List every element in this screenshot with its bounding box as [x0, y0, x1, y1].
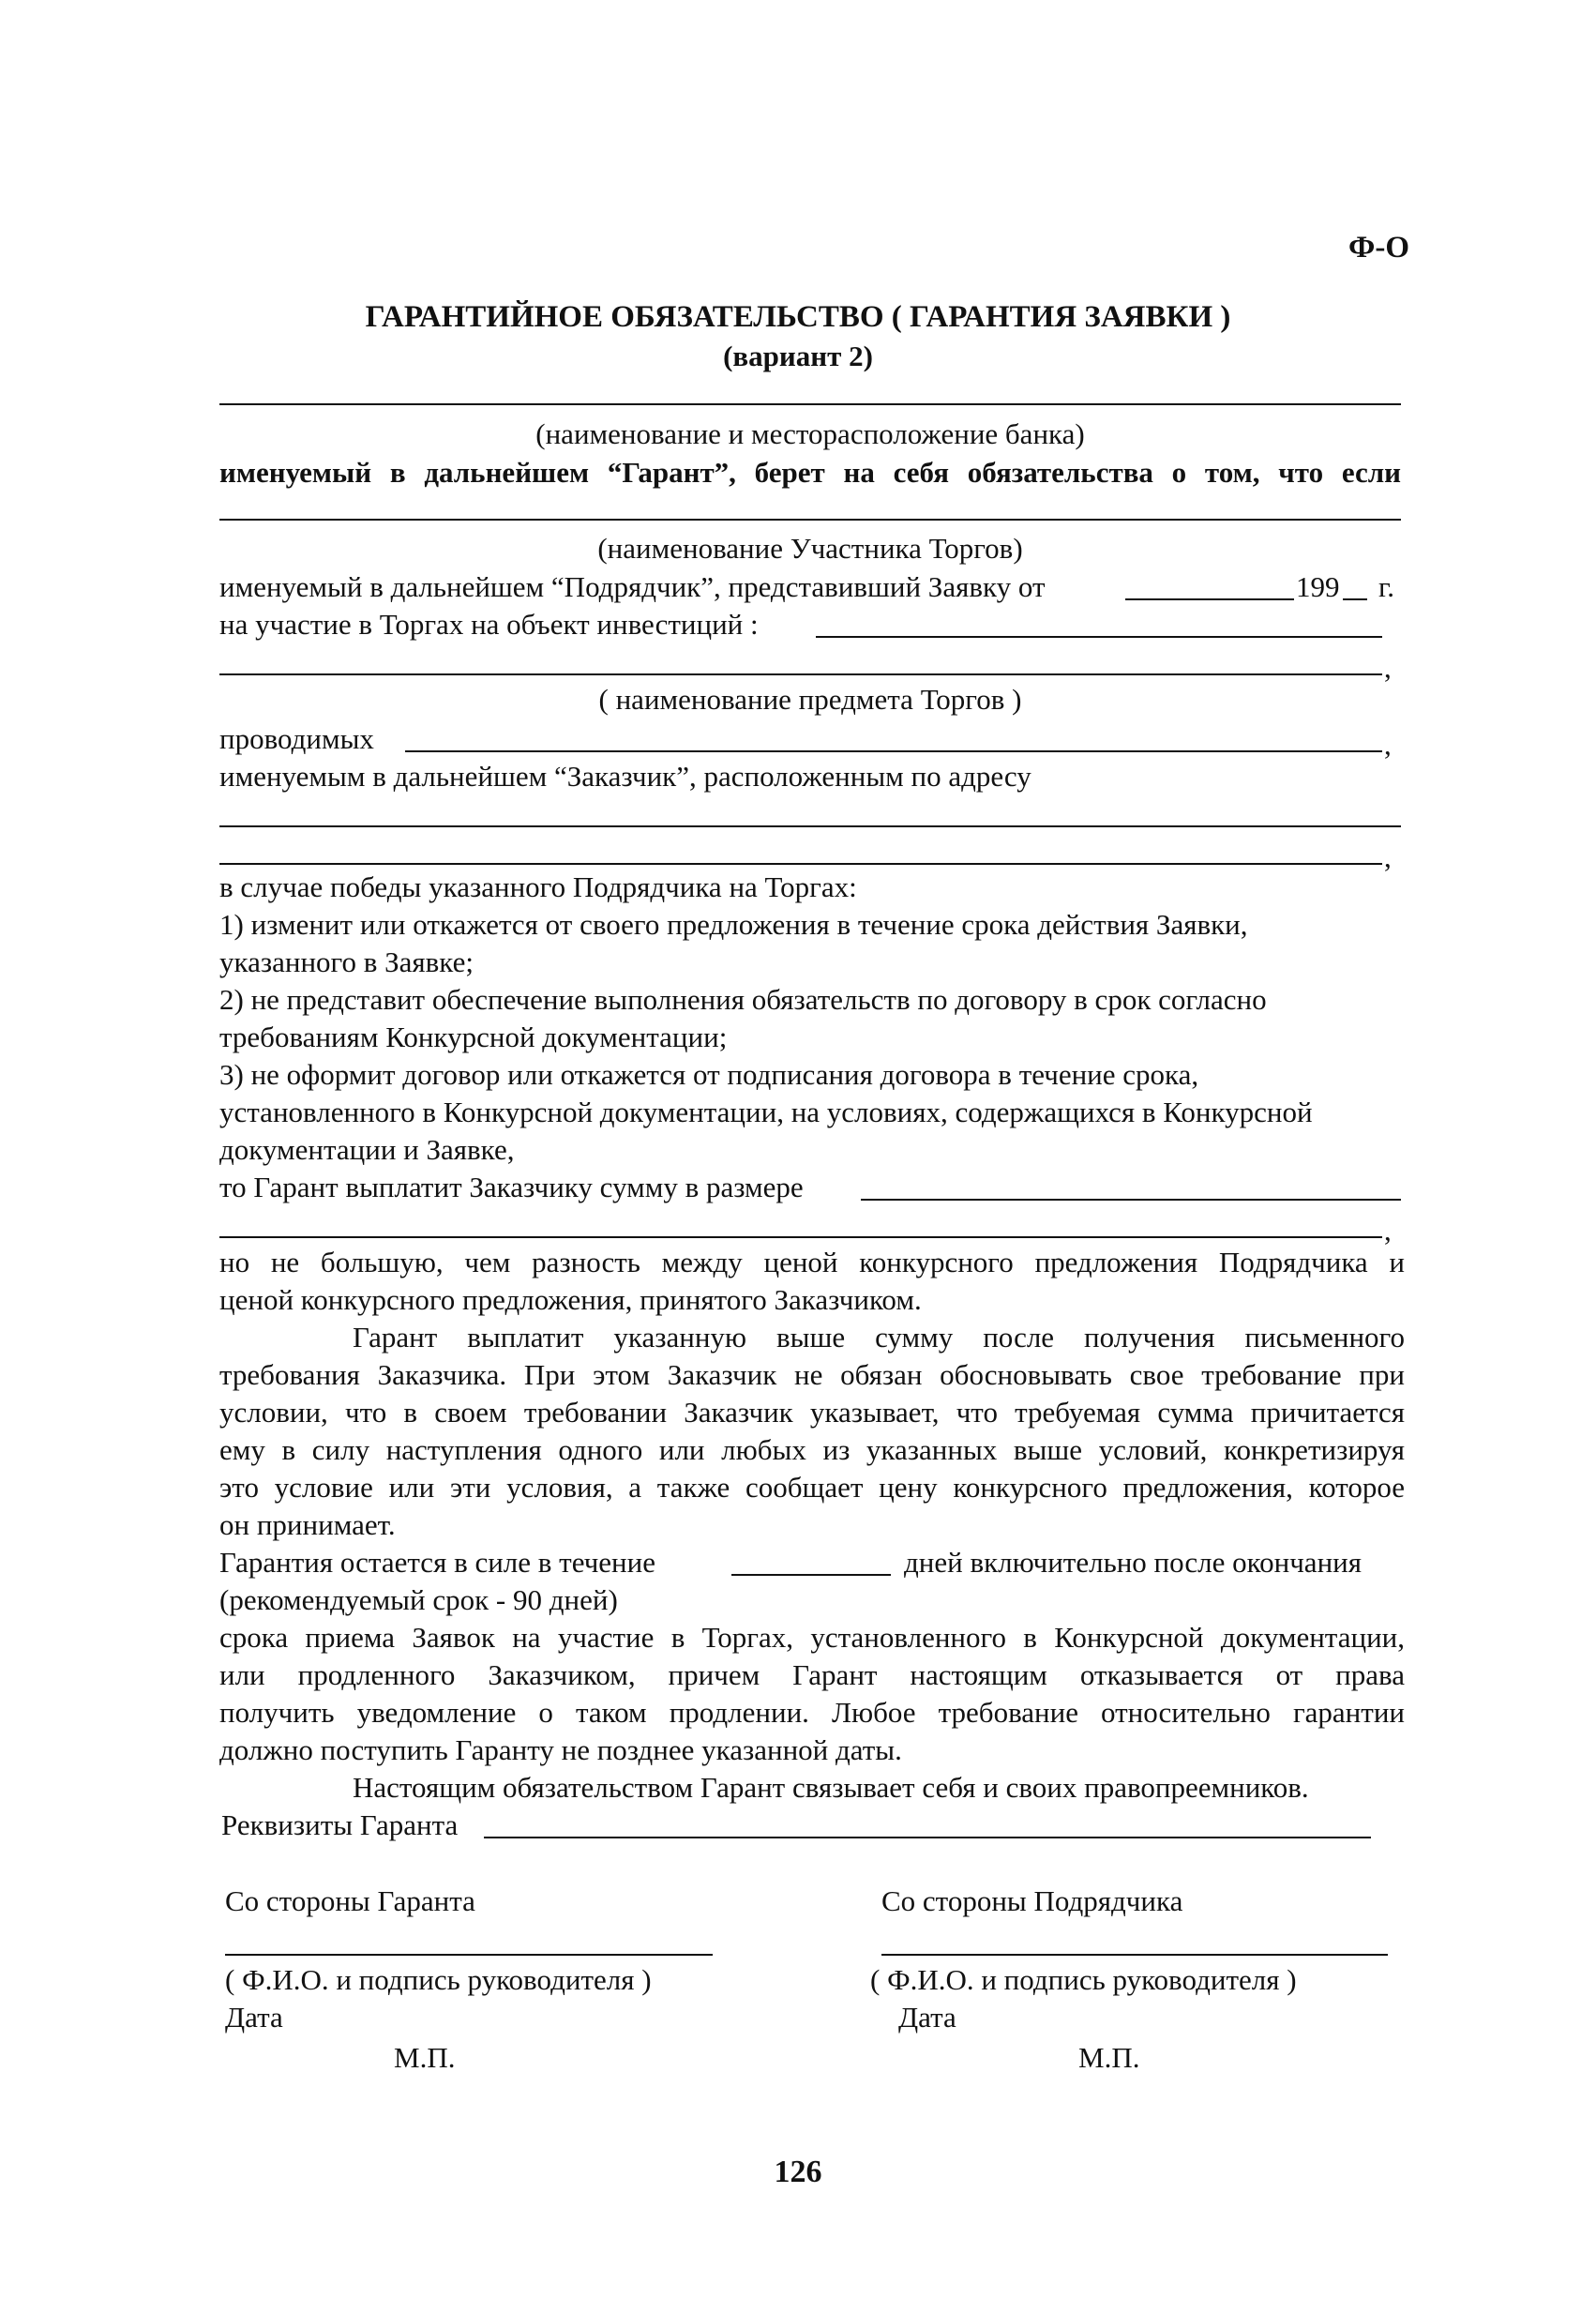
payment-line: условии, что в своем требовании Заказчик указывает, что требуемая сумма причитается [219, 1396, 1405, 1429]
participant-caption: (наименование Участника Торгов) [597, 532, 1023, 565]
bank-caption: (наименование и месторасположение банка) [535, 417, 1085, 450]
term-line: получить уведомление о таком продлении. Любое требование относительно гарантии [219, 1696, 1405, 1729]
days-blank [731, 1574, 891, 1576]
sig-left-side: Со стороны Гаранта [225, 1884, 475, 1917]
conducted-label: проводимых [219, 722, 374, 755]
document-subtitle: (вариант 2) [723, 340, 873, 372]
term-line: или продленного Заказчиком, причем Гарант настоящим отказывается от права [219, 1658, 1405, 1691]
condition-line: 3) не оформит договор или откажется от подписания договора в течение срока, [219, 1058, 1199, 1091]
year-suffix: г. [1378, 570, 1394, 603]
payment-line: это условие или эти условия, а также сообщает цену конкурсного предложения, которое [219, 1471, 1405, 1504]
address-blank-1 [219, 825, 1401, 827]
term-line: срока приема Заявок на участие в Торгах, установленного в Конкурсной документации, [219, 1621, 1405, 1654]
object-blank-2 [219, 673, 1382, 675]
sig-right-seal: М.П. [1078, 2041, 1140, 2074]
trade-subject-caption: ( наименование предмета Торгов ) [598, 683, 1022, 716]
page-number: 126 [774, 2155, 822, 2189]
amount-blank-2 [219, 1236, 1382, 1238]
sig-left-seal: М.П. [394, 2041, 456, 2074]
payment-line: он принимает. [219, 1508, 396, 1541]
sig-right-side: Со стороны Подрядчика [881, 1884, 1183, 1917]
form-code: Ф-О [1348, 231, 1410, 265]
sig-left-date: Дата [225, 2001, 283, 2034]
term-line: должно поступить Гаранту не позднее указанной даты. [219, 1733, 902, 1766]
address-blank-2 [219, 863, 1382, 865]
document-title: ГАРАНТИЙНОЕ ОБЯЗАТЕЛЬСТВО ( ГАРАНТИЯ ЗАЯВКИ ) [365, 300, 1231, 334]
customer-line: именуемым в дальнейшем “Заказчик”, расположенным по адресу [219, 760, 1031, 793]
condition-line: указанного в Заявке; [219, 945, 474, 978]
object-line: на участие в Торгах на объект инвестиций : [219, 608, 759, 641]
year-blank [1343, 598, 1367, 600]
bank-name-line [219, 403, 1401, 405]
comma-2: , [1384, 728, 1392, 761]
date-blank [1125, 598, 1294, 600]
sig-right-caption: ( Ф.И.О. и подпись руководителя ) [870, 1963, 1297, 1996]
case-intro: в случае победы указанного Подрядчика на Торгах: [219, 870, 857, 903]
sig-left-caption: ( Ф.И.О. и подпись руководителя ) [225, 1963, 652, 1996]
contractor-line: именуемый в дальнейшем “Подрядчик”, представивший Заявку от [219, 570, 1046, 603]
year-text: 199 [1296, 570, 1340, 603]
participant-name-line [219, 519, 1401, 521]
comma-1: , [1384, 651, 1392, 684]
payout-line: то Гарант выплатит Заказчику сумму в размере [219, 1171, 804, 1203]
condition-line: 1) изменит или откажется от своего предложения в течение срока действия Заявки, [219, 908, 1248, 941]
sig-right-line [881, 1954, 1388, 1956]
payment-line: Гарант выплатит указанную выше сумму после получения письменного [353, 1321, 1405, 1354]
guarantor-line: именуемый в дальнейшем “Гарант”, берет на себя обязательства о том, что если [219, 456, 1401, 489]
limit-line: ценой конкурсного предложения, принятого Заказчиком. [219, 1283, 922, 1316]
validity-prefix: Гарантия остается в силе в течение [219, 1546, 655, 1579]
payment-line: ему в силу наступления одного или любых из указанных выше условий, конкретизируя [219, 1433, 1405, 1466]
requisites-blank [484, 1837, 1371, 1838]
condition-line: документации и Заявке, [219, 1133, 515, 1166]
payment-line: требования Заказчика. При этом Заказчик не обязан обосновывать свое требование при [219, 1358, 1405, 1391]
validity-suffix: дней включительно после окончания [904, 1546, 1363, 1579]
condition-line: требованиям Конкурсной документации; [219, 1021, 728, 1053]
condition-line: установленного в Конкурсной документации, на условиях, содержащихся в Конкурсной [219, 1096, 1313, 1128]
limit-line: но не большую, чем разность между ценой конкурсного предложения Подрядчика и [219, 1246, 1405, 1278]
binding-line: Настоящим обязательством Гарант связывает себя и своих правопреемников. [353, 1771, 1309, 1804]
amount-blank [861, 1199, 1401, 1201]
requisites-label: Реквизиты Гаранта [221, 1808, 459, 1841]
comma-3: , [1384, 840, 1392, 873]
comma-4: , [1384, 1214, 1392, 1247]
sig-right-date: Дата [898, 2001, 956, 2034]
sig-left-line [225, 1954, 713, 1956]
condition-line: 2) не представит обеспечение выполнения обязательств по договору в срок согласно [219, 983, 1267, 1016]
recommended-term: (рекомендуемый срок - 90 дней) [219, 1583, 618, 1616]
conducted-blank [405, 750, 1382, 752]
object-blank [816, 636, 1382, 638]
